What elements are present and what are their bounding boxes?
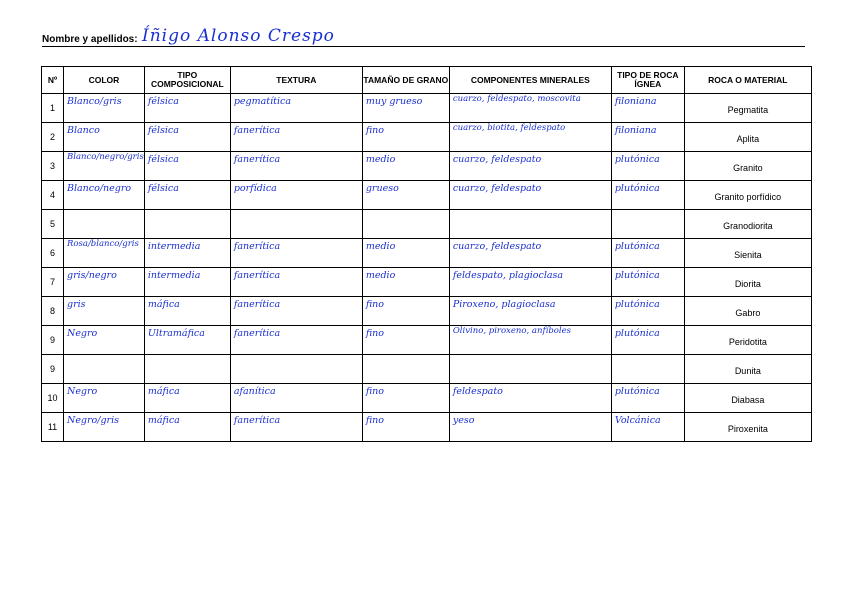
handwritten-cell-grano bbox=[362, 355, 449, 384]
handwritten-cell-minerales: feldespato bbox=[449, 384, 611, 413]
handwritten-cell-comp: félsica bbox=[144, 123, 230, 152]
row-number: 4 bbox=[42, 181, 64, 210]
handwritten-cell-color bbox=[64, 355, 145, 384]
handwritten-cell-color: Negro bbox=[64, 326, 145, 355]
table-row bbox=[42, 239, 812, 268]
name-header bbox=[42, 22, 805, 47]
handwritten-cell-tipo: plutónica bbox=[611, 384, 684, 413]
handwritten-cell-grano: medio bbox=[362, 152, 449, 181]
handwritten-cell-tipo bbox=[611, 355, 684, 384]
handwritten-cell-minerales bbox=[449, 210, 611, 239]
handwritten-cell-textura: afanítica bbox=[230, 384, 362, 413]
table-row bbox=[42, 94, 812, 123]
rock-name-cell: Sienita bbox=[684, 239, 811, 268]
handwritten-cell-comp: máfica bbox=[144, 297, 230, 326]
rock-name-cell: Gabro bbox=[684, 297, 811, 326]
rock-name-cell: Dunita bbox=[684, 355, 811, 384]
handwritten-cell-grano: grueso bbox=[362, 181, 449, 210]
handwritten-cell-textura: fanerítica bbox=[230, 123, 362, 152]
handwritten-cell-minerales: Piroxeno, plagioclasa bbox=[449, 297, 611, 326]
column-header: TAMAÑO DE GRANO bbox=[362, 67, 449, 94]
rock-name-cell: Diorita bbox=[684, 268, 811, 297]
handwritten-cell-minerales: cuarzo, biotita, feldespato bbox=[449, 123, 611, 152]
handwritten-cell-color: Blanco bbox=[64, 123, 145, 152]
handwritten-cell-grano: fino bbox=[362, 326, 449, 355]
column-header: TEXTURA bbox=[230, 67, 362, 94]
handwritten-cell-minerales: cuarzo, feldespato bbox=[449, 181, 611, 210]
handwritten-cell-minerales: cuarzo, feldespato bbox=[449, 239, 611, 268]
handwritten-cell-color: Rosa/blanco/gris bbox=[64, 239, 145, 268]
table-row bbox=[42, 123, 812, 152]
handwritten-cell-comp: intermedia bbox=[144, 239, 230, 268]
handwritten-cell-minerales: cuarzo, feldespato bbox=[449, 152, 611, 181]
handwritten-cell-comp: intermedia bbox=[144, 268, 230, 297]
handwritten-cell-minerales: yeso bbox=[449, 413, 611, 442]
handwritten-cell-grano: medio bbox=[362, 239, 449, 268]
handwritten-cell-comp: félsica bbox=[144, 94, 230, 123]
handwritten-cell-textura: fanerítica bbox=[230, 239, 362, 268]
handwritten-cell-comp: félsica bbox=[144, 152, 230, 181]
handwritten-cell-color bbox=[64, 210, 145, 239]
row-number: 2 bbox=[42, 123, 64, 152]
row-number: 1 bbox=[42, 94, 64, 123]
handwritten-cell-textura: pegmatítica bbox=[230, 94, 362, 123]
handwritten-cell-color: gris bbox=[64, 297, 145, 326]
handwritten-cell-textura: fanerítica bbox=[230, 268, 362, 297]
rock-name-cell: Aplita bbox=[684, 123, 811, 152]
row-number: 9 bbox=[42, 355, 64, 384]
handwritten-cell-color: Blanco/negro bbox=[64, 181, 145, 210]
handwritten-cell-color: Negro bbox=[64, 384, 145, 413]
rock-name-cell: Granito porfídico bbox=[684, 181, 811, 210]
row-number: 3 bbox=[42, 152, 64, 181]
row-number: 8 bbox=[42, 297, 64, 326]
table-row bbox=[42, 326, 812, 355]
column-header: Nº bbox=[42, 67, 64, 94]
name-label: Nombre y apellidos: bbox=[42, 34, 138, 45]
table-row bbox=[42, 152, 812, 181]
table-row bbox=[42, 268, 812, 297]
handwritten-cell-comp bbox=[144, 210, 230, 239]
row-number: 6 bbox=[42, 239, 64, 268]
row-number: 7 bbox=[42, 268, 64, 297]
table-row bbox=[42, 384, 812, 413]
handwritten-cell-tipo: filoniana bbox=[611, 94, 684, 123]
rock-name-cell: Peridotita bbox=[684, 326, 811, 355]
row-number: 5 bbox=[42, 210, 64, 239]
handwritten-cell-color: Blanco/negro/gris bbox=[64, 152, 145, 181]
rock-name-cell: Pegmatita bbox=[684, 94, 811, 123]
rock-classification-table bbox=[41, 66, 812, 442]
row-number: 11 bbox=[42, 413, 64, 442]
table-row bbox=[42, 181, 812, 210]
handwritten-cell-tipo: plutónica bbox=[611, 181, 684, 210]
column-header: COMPONENTES MINERALES bbox=[449, 67, 611, 94]
handwritten-cell-comp: máfica bbox=[144, 413, 230, 442]
handwritten-cell-textura: fanerítica bbox=[230, 152, 362, 181]
handwritten-cell-grano: fino bbox=[362, 123, 449, 152]
handwritten-cell-textura: fanerítica bbox=[230, 413, 362, 442]
handwritten-cell-tipo: plutónica bbox=[611, 268, 684, 297]
handwritten-cell-tipo bbox=[611, 210, 684, 239]
handwritten-cell-textura: fanerítica bbox=[230, 326, 362, 355]
table-header-row bbox=[42, 67, 812, 94]
rock-name-cell: Piroxenita bbox=[684, 413, 811, 442]
handwritten-cell-textura: porfídica bbox=[230, 181, 362, 210]
handwritten-cell-color: gris/negro bbox=[64, 268, 145, 297]
handwritten-cell-color: Blanco/gris bbox=[64, 94, 145, 123]
handwritten-cell-grano: fino bbox=[362, 384, 449, 413]
row-number: 9 bbox=[42, 326, 64, 355]
handwritten-cell-textura bbox=[230, 355, 362, 384]
handwritten-cell-grano: medio bbox=[362, 268, 449, 297]
handwritten-cell-tipo: plutónica bbox=[611, 152, 684, 181]
handwritten-cell-comp: Ultramáfica bbox=[144, 326, 230, 355]
handwritten-cell-tipo: plutónica bbox=[611, 326, 684, 355]
handwritten-cell-textura: fanerítica bbox=[230, 297, 362, 326]
handwritten-cell-textura bbox=[230, 210, 362, 239]
handwritten-cell-tipo: Volcánica bbox=[611, 413, 684, 442]
column-header: COLOR bbox=[64, 67, 145, 94]
handwritten-cell-tipo: plutónica bbox=[611, 239, 684, 268]
handwritten-cell-comp: félsica bbox=[144, 181, 230, 210]
rock-name-cell: Diabasa bbox=[684, 384, 811, 413]
handwritten-cell-comp: máfica bbox=[144, 384, 230, 413]
column-header: ROCA O MATERIAL bbox=[684, 67, 811, 94]
handwritten-cell-grano: fino bbox=[362, 413, 449, 442]
handwritten-cell-grano bbox=[362, 210, 449, 239]
rock-name-cell: Granodiorita bbox=[684, 210, 811, 239]
column-header: TIPO DE ROCA ÍGNEA bbox=[611, 67, 684, 94]
handwritten-cell-minerales: cuarzo, feldespato, moscovita bbox=[449, 94, 611, 123]
table-body bbox=[42, 94, 812, 442]
row-number: 10 bbox=[42, 384, 64, 413]
handwritten-cell-grano: muy grueso bbox=[362, 94, 449, 123]
table-row bbox=[42, 413, 812, 442]
table-row bbox=[42, 210, 812, 239]
column-header: TIPO COMPOSICIONAL bbox=[144, 67, 230, 94]
table-row bbox=[42, 355, 812, 384]
handwritten-cell-tipo: filoniana bbox=[611, 123, 684, 152]
handwritten-cell-grano: fino bbox=[362, 297, 449, 326]
table-row bbox=[42, 297, 812, 326]
rock-name-cell: Granito bbox=[684, 152, 811, 181]
handwritten-cell-minerales: Olivino, piroxeno, anfíboles bbox=[449, 326, 611, 355]
handwritten-cell-tipo: plutónica bbox=[611, 297, 684, 326]
handwritten-cell-comp bbox=[144, 355, 230, 384]
handwritten-cell-minerales: feldespato, plagioclasa bbox=[449, 268, 611, 297]
handwritten-cell-color: Negro/gris bbox=[64, 413, 145, 442]
handwritten-cell-minerales bbox=[449, 355, 611, 384]
student-name: Íñigo Alonso Crespo bbox=[142, 26, 335, 46]
